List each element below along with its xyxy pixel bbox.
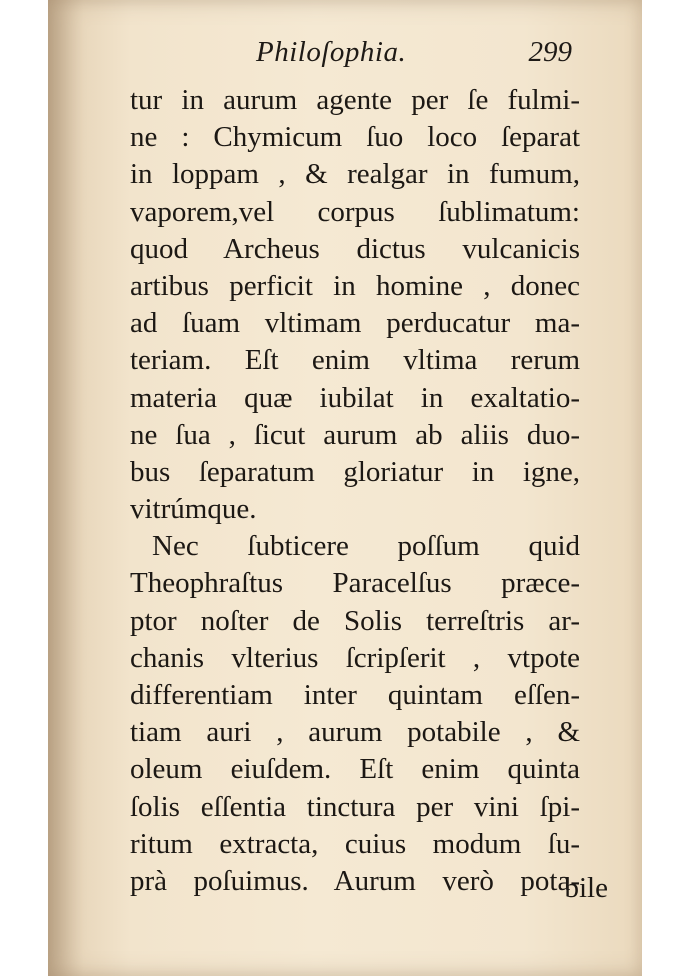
catchword: bile: [564, 872, 608, 904]
text-line: tiam auri , aurum potabile , &: [130, 716, 580, 749]
running-head: Philoſophia.: [256, 36, 407, 68]
text-line: Nec ſubticere poſſum quid: [152, 530, 580, 563]
text-line: ne ſua , ſicut aurum ab aliis duo-: [130, 418, 580, 451]
text-line: artibus perficit in homine , donec: [130, 269, 580, 302]
text-line: ſolis eſſentia tinctura per vini ſpi-: [130, 790, 580, 823]
text-line: ptor noſter de Solis terreſtris ar-: [130, 604, 580, 637]
text-line: vitrúmque.: [130, 493, 257, 526]
text-line: vaporem,vel corpus ſublimatum:: [130, 195, 580, 228]
text-line: differentiam inter quintam eſſen-: [130, 679, 580, 711]
text-line: oleum eiuſdem. Eſt enim quinta: [130, 753, 580, 786]
text-line: prà poſuimus. Aurum verò pota-: [130, 864, 580, 897]
text-line: bus ſeparatum gloriatur in igne,: [130, 455, 580, 488]
text-line: ritum extracta, cuius modum ſu-: [130, 827, 580, 860]
text-line: quod Archeus dictus vulcanicis: [130, 232, 580, 265]
page-header: [256, 36, 576, 76]
page-number: 299: [528, 36, 572, 68]
text-line: chanis vlterius ſcripſerit , vtpote: [130, 641, 580, 674]
text-line: teriam. Eſt enim vltima rerum: [130, 344, 580, 377]
text-line: materia quæ iubilat in exaltatio-: [130, 381, 580, 414]
body-text: [130, 82, 580, 900]
text-line: ne : Chymicum ſuo loco ſeparat: [130, 121, 580, 154]
text-line: Theophraſtus Paracelſus præce-: [130, 567, 580, 600]
text-line: in loppam , & realgar in fumum,: [130, 158, 580, 191]
text-line: ad ſuam vltimam perducatur ma-: [130, 307, 580, 340]
text-line: tur in aurum agente per ſe fulmi-: [130, 84, 580, 116]
show-through-margin: [52, 60, 68, 940]
